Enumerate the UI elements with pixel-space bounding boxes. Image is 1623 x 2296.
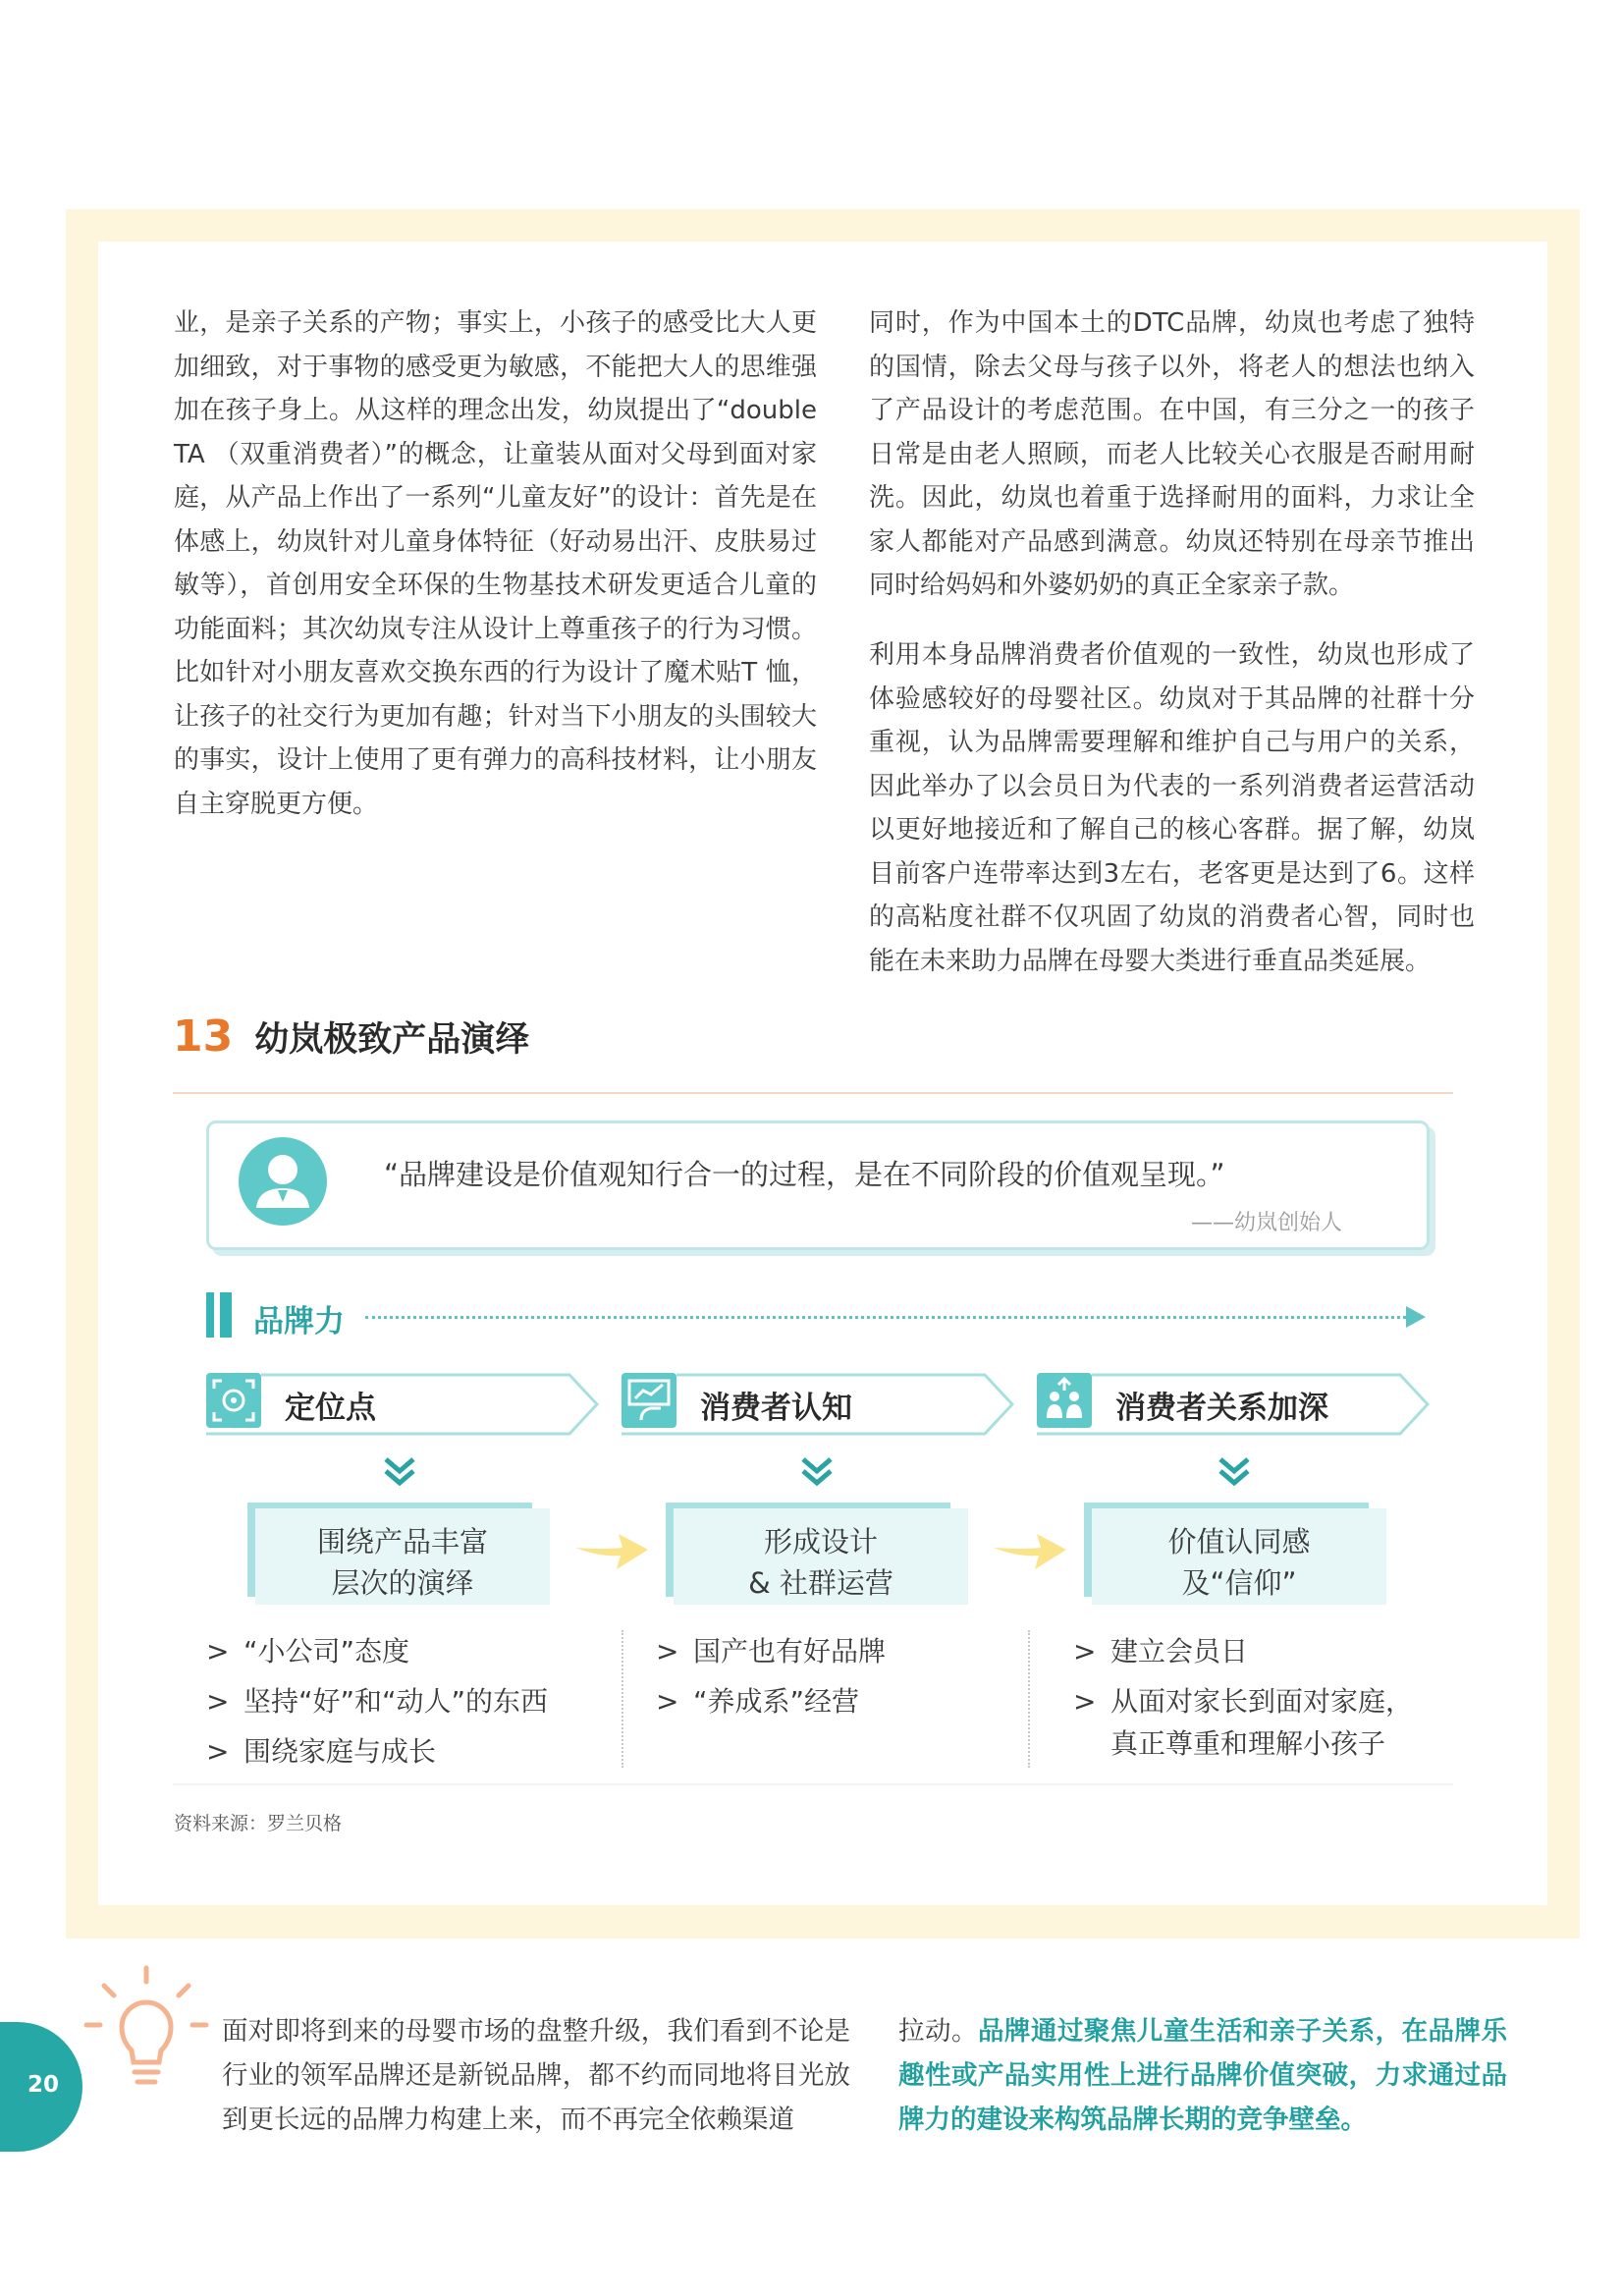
target-icon [206, 1373, 261, 1428]
step-relationship-deepening [1037, 1373, 1430, 1438]
outcome-box [1084, 1503, 1379, 1603]
outcome-line-2: & 社群运营 [748, 1566, 893, 1600]
outcome-line-1: 价值认同感 [1167, 1525, 1311, 1558]
outcome-box [247, 1503, 542, 1603]
quote-text: “品牌建设是价值观知行合一的过程，是在不同阶段的价值观呈现。” [384, 1158, 1225, 1191]
figure-bottom-rule [173, 1783, 1453, 1785]
brand-power-row [206, 1292, 1429, 1339]
section-divider [173, 1092, 1453, 1094]
page-number: 20 [27, 2072, 60, 2098]
column-divider [1028, 1630, 1030, 1768]
brand-bar-thick [220, 1292, 232, 1338]
double-chevron-down-icon [1215, 1455, 1254, 1489]
bottom-left-text: 面对即将到来的母婴市场的盘整升级，我们看到不论是行业的领军品牌还是新锐品牌，都不约而同地将目光放到更长远的品牌力构建上来，而不再完全依赖渠道 [222, 2016, 850, 2135]
outcome-line-1: 围绕产品丰富 [316, 1525, 488, 1558]
step-label: 消费者认知 [700, 1391, 852, 1426]
brand-bar-thin [206, 1292, 214, 1338]
arrow-right-icon [992, 1520, 1068, 1575]
right-column-paragraph-2: 利用本身品牌消费者价值观的一致性，幼岚也形成了体验感较好的母婴社区。幼岚对于其品牌的社群十分重视，认为品牌需要理解和维护自己与用户的关系，因此举办了以会员日为代表的一系列消费者运营活动以更好地接近和了解自己的核心客群。据了解，幼岚目前客户连带率达到3左右，老客更是达到了6。这样的高粘度社群不仅巩固了幼岚的消费者心智，同时也能在未来助力品牌在母婴大类进行垂直品类延展。 [869, 640, 1475, 976]
section-number: 13 [173, 1011, 234, 1062]
section-title: 幼岚极致产品演绎 [254, 1020, 530, 1060]
column-divider [622, 1630, 623, 1768]
lightbulb-icon [82, 1964, 210, 2102]
list-item: 真正尊重和理解小孩子 [1110, 1727, 1386, 1760]
list-item: > 从面对家长到面对家庭， [1073, 1685, 1414, 1718]
step-consumer-awareness [622, 1373, 1014, 1438]
list-item: > 坚持“好”和“动人”的东西 [206, 1685, 549, 1718]
outcome-box [666, 1503, 960, 1603]
outcome-line-1: 形成设计 [763, 1525, 878, 1558]
step-label: 消费者关系加深 [1115, 1391, 1328, 1426]
double-chevron-down-icon [797, 1455, 837, 1489]
arrow-right-icon [1406, 1306, 1426, 1328]
bullet-list [1073, 1626, 1413, 1769]
people-growth-icon [1037, 1373, 1092, 1428]
brand-dotted-line [365, 1316, 1406, 1319]
section-heading [173, 1011, 529, 1066]
source-note: 资料来源：罗兰贝格 [174, 1813, 343, 1834]
quote-author: ——幼岚创始人 [1191, 1211, 1343, 1235]
outcome-line-2: 及“信仰” [1181, 1566, 1297, 1600]
person-avatar-icon [239, 1137, 327, 1226]
outcome-line-2: 层次的演绎 [331, 1566, 474, 1600]
list-item: > 建立会员日 [1073, 1635, 1249, 1667]
list-item: > “养成系”经营 [656, 1685, 860, 1718]
hand-chart-icon [622, 1373, 676, 1428]
step-positioning [206, 1373, 599, 1438]
list-item: > 国产也有好品牌 [656, 1635, 887, 1667]
left-column-text: 业，是亲子关系的产物；事实上，小孩子的感受比大人更加细致，对于事物的感受更为敏感，不能把大人的思维强加在孩子身上。从这样的理念出发，幼岚提出了“double TA （双重消费者）”的概念，让童装从面对父母到面对家庭，从产品上作出了一系列“儿童友好”的设计：首先是在体感上，幼岚针对儿童身体特征（好动易出汗、皮肤易过敏等），首创用安全环保的生物基技术研发更适合儿童的功能面料；其次幼岚专注从设计上尊重孩子的行为习惯。比如针对小朋友喜欢交换东西的行为设计了魔术贴T 恤，让孩子的社交行为更加有趣；针对当下小朋友的头围较大的事实，设计上使用了更有弹力的高科技材料，让小朋友自主穿脱更方便。 [174, 308, 817, 819]
bullet-list [206, 1626, 548, 1777]
brand-power-label: 品牌力 [253, 1304, 345, 1339]
double-chevron-down-icon [380, 1455, 419, 1489]
list-item: > 围绕家庭与成长 [206, 1735, 437, 1768]
right-column-paragraph-1: 同时，作为中国本土的DTC品牌，幼岚也考虑了独特的国情，除去父母与孩子以外，将老人的想法也纳入了产品设计的考虑范围。在中国，有三分之一的孩子日常是由老人照顾，而老人比较关心衣服是否耐用耐洗。因此，幼岚也着重于选择耐用的面料，力求让全家人都能对产品感到满意。幼岚还特别在母亲节推出同时给妈妈和外婆奶奶的真正全家亲子款。 [869, 308, 1475, 600]
quote-card [206, 1121, 1430, 1250]
arrow-right-icon [573, 1520, 650, 1575]
step-banner-outline [206, 1373, 599, 1438]
key-takeaway: 品牌通过聚焦儿童生活和亲子关系，在品牌乐趣性或产品实用性上进行品牌价值突破，力求通过品牌力的建设来构筑品牌长期的竞争壁垒。 [898, 2016, 1508, 2135]
step-label: 定位点 [285, 1391, 376, 1426]
list-item: > “小公司”态度 [206, 1635, 410, 1667]
bottom-right-text: 拉动。品牌通过聚焦儿童生活和亲子关系，在品牌乐趣性或产品实用性上进行品牌价值突破，力求通过品牌力的建设来构筑品牌长期的竞争壁垒。 [898, 2016, 1508, 2135]
bullet-list [656, 1626, 886, 1726]
